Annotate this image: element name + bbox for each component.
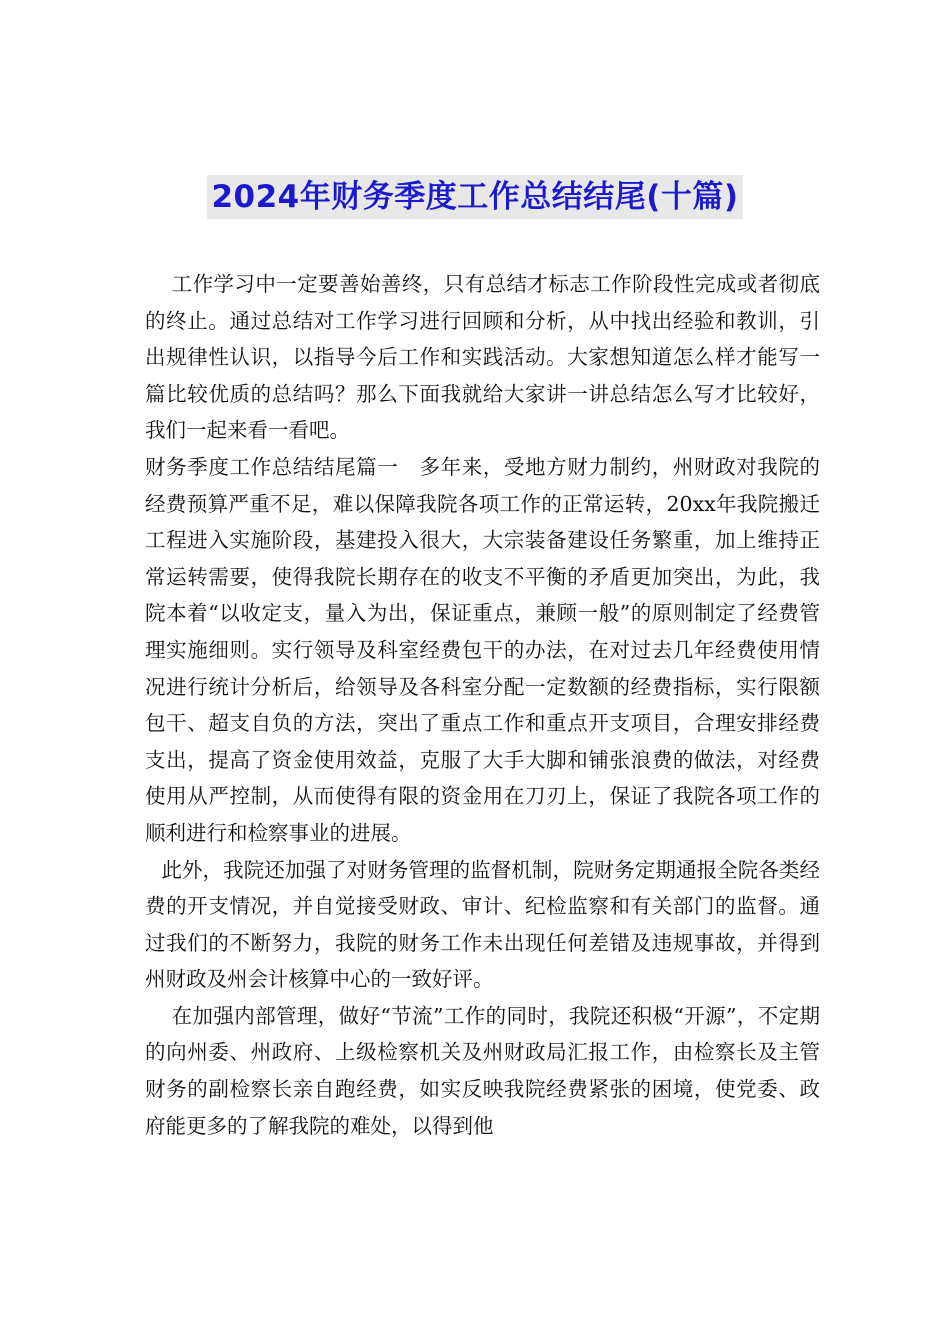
paragraph-open-source: 在加强内部管理，做好“节流”工作的同时，我院还积极“开源”，不定期的向州委、州政府、上级检察机关及州财政局汇报工作，由检察长及主管财务的副检察长亲自跑经费，如实反映我院经费紧张的困境，使党委、政府能更多的了解我院的难处，以得到他: [145, 1003, 820, 1138]
paragraph-section-one: 财务季度工作总结结尾篇一 多年来，受地方财力制约，州财政对我院的经费预算严重不足，难以保障我院各项工作的正常运转，20xx年我院搬迁工程进入实施阶段，基建投入很大，大宗装备建设任务繁重，加上维持正常运转需要，使得我院长期存在的收支不平衡的矛盾更加突出，为此，我院本着“以收定支，量入为出，保证重点，兼顾一般”的原则制定了经费管理实施细则。实行领导及科室经费包干的办法，在对过去几年经费使用情况进行统计分析后，给领导及各科室分配一定数额的经费指标，实行限额包干、超支自负的方法，突出了重点工作和重点开支项目，合理安排经费支出，提高了资金使用效益，克服了大手大脚和铺张浪费的做法，对经费使用从严控制，从而使得有限的资金用在刀刃上，保证了我院各项工作的顺利进行和检察事业的进展。: [145, 454, 820, 845]
document-body: [145, 266, 820, 1144]
title-container: [0, 175, 950, 219]
document-title: 2024年财务季度工作总结结尾(十篇): [207, 175, 742, 219]
paragraph-intro: 工作学习中一定要善始善终，只有总结才标志工作阶段性完成或者彻底的终止。通过总结对工作学习进行回顾和分析，从中找出经验和教训，引出规律性认识，以指导今后工作和实践活动。大家想知道怎么样才能写一篇比较优质的总结吗？那么下面我就给大家讲一讲总结怎么写才比较好，我们一起来看一看吧。: [145, 272, 820, 443]
paragraph-supervision: 此外，我院还加强了对财务管理的监督机制，院财务定期通报全院各类经费的开支情况，并自觉接受财政、审计、纪检监察和有关部门的监督。通过我们的不断努力，我院的财务工作未出现任何差错及违规事故，并得到州财政及州会计核算中心的一致好评。: [145, 857, 820, 992]
